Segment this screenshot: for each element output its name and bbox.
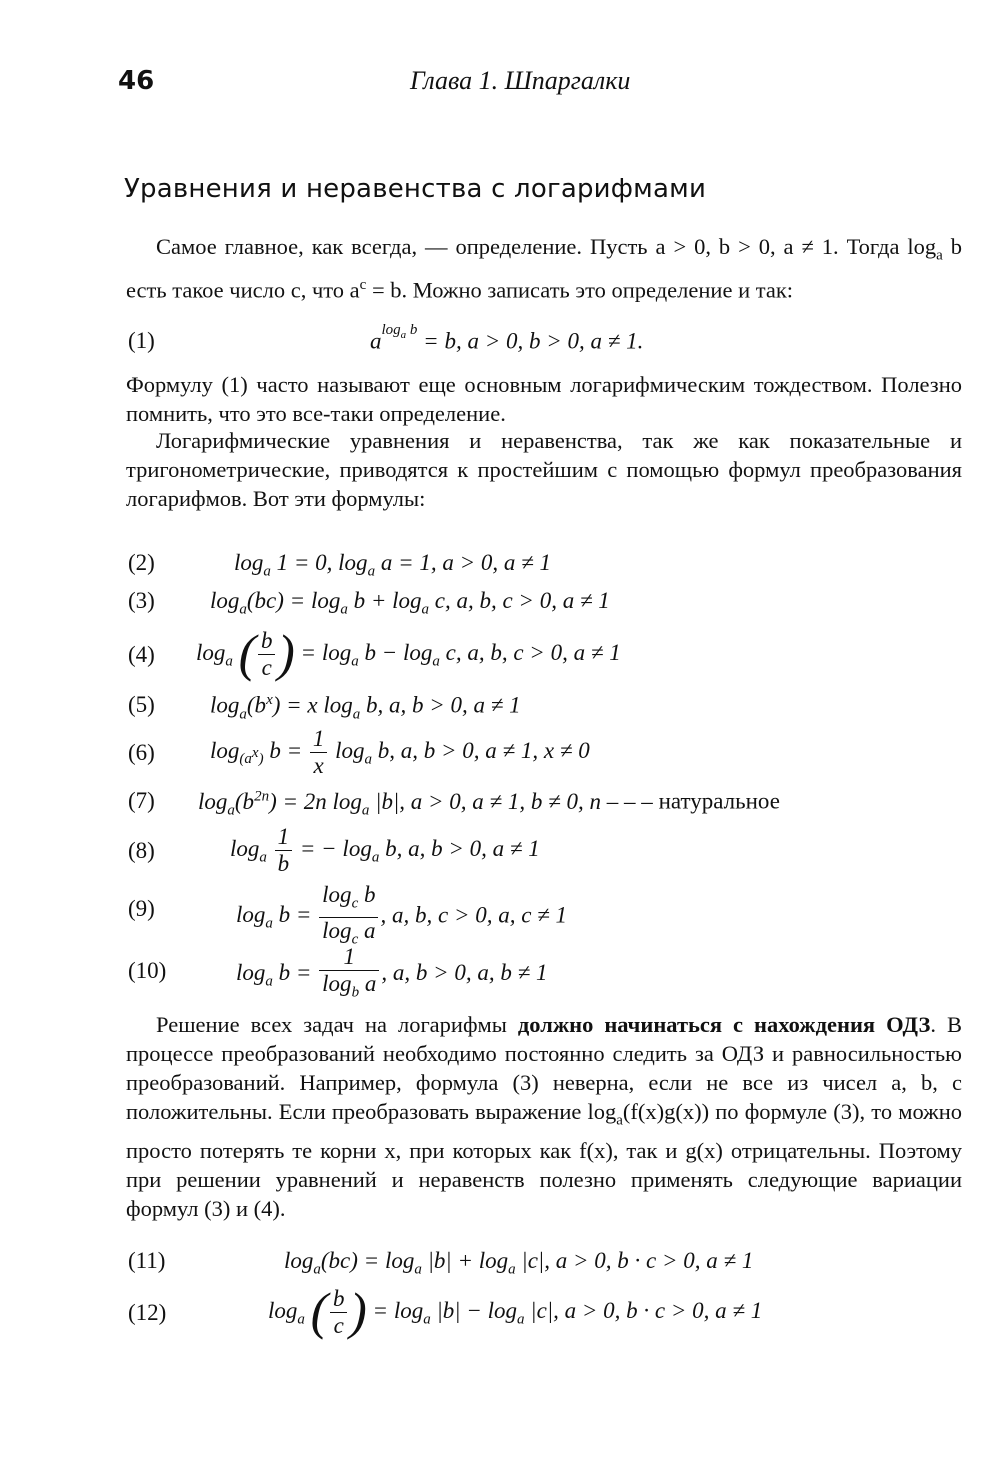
equation-6	[0, 726, 1000, 782]
equation-number: (8)	[128, 838, 155, 863]
fraction	[310, 726, 328, 779]
eq-part: b	[406, 322, 418, 338]
fraction	[330, 1286, 348, 1339]
eq-part: a	[370, 328, 382, 354]
fraction	[319, 944, 379, 1006]
equation-number: (1)	[128, 328, 155, 353]
eq-part: $\log_a(b^{2n}) = 2n$ $\log_a |b|$, a > 0, a ≠ 1, b ≠ 0, n – – –	[198, 788, 659, 819]
eq-sup	[381, 322, 418, 341]
equation-8	[0, 824, 1000, 880]
equation-4	[0, 625, 1000, 684]
para-sub: a	[936, 247, 943, 264]
equation-10	[0, 944, 1000, 1000]
equation-body	[268, 1283, 763, 1341]
paren-right: )	[349, 1283, 367, 1341]
equation-body: $\log_a(bc) = \log_a b + \log_a c$, a, b, c > 0, a ≠ 1	[210, 588, 610, 618]
eq-word: натуральное	[658, 788, 780, 814]
equation-body	[370, 322, 644, 355]
equation-number: (9)	[128, 896, 155, 921]
para-text: . В процессе преобразований необходимо постоянно следить за ОДЗ и равносильностью преобразований. Например, формула (3) неверна, если не все из чисел a, b, c положительны. Если преобразовать выражение log	[126, 1012, 962, 1124]
eq-part: , a, b, c > 0, a, c ≠ 1	[380, 902, 568, 928]
eq-plain-1	[0, 1400, 1, 1401]
equation-number: (10)	[128, 958, 167, 983]
para-text: b есть такое число c, что a	[126, 234, 963, 302]
denominator: c	[333, 1313, 344, 1338]
eq-part: , a, b > 0, a, b ≠ 1	[381, 960, 548, 986]
denominator: c	[261, 655, 272, 680]
equation-2	[0, 542, 1000, 582]
equation-body: $\log_a(b^x) = x$ $\log_a b$, a, b > 0, a ≠ 1	[210, 692, 521, 723]
eq-part: $\log_a b$, a, b > 0, a ≠ 1, x ≠ 0	[329, 737, 590, 768]
eq-part: $\log_{(a^x)} b$ =	[210, 737, 308, 768]
paragraph-odz	[126, 1010, 962, 1223]
eq-part: = $\log_a b - \log_a c$, a, b, c > 0, a ≠ 1	[294, 639, 621, 670]
equation-body	[198, 788, 780, 819]
equation-body	[196, 625, 621, 683]
denominator: x	[313, 753, 324, 778]
numerator: 1	[275, 824, 293, 851]
fraction	[275, 824, 293, 877]
eq-part: $\log_a b$ =	[236, 960, 318, 990]
numerator: b	[258, 628, 276, 655]
equation-5	[0, 684, 1000, 724]
equation-12	[0, 1283, 1000, 1342]
equation-body	[230, 824, 540, 877]
equation-number: (12)	[128, 1300, 167, 1325]
equation-body: $\log_a(bc) = \log_a |b| + \log_a |c|$, a > 0, b · c > 0, a ≠ 1	[284, 1248, 754, 1278]
section-title: Уравнения и неравенства с логарифмами	[124, 174, 707, 204]
numerator: 1	[319, 944, 379, 971]
running-head: Глава 1. Шпаргалки	[410, 66, 631, 95]
equation-number: (5)	[128, 692, 155, 717]
equation-number: (2)	[128, 550, 155, 575]
para-text: Логарифмические уравнения и неравенства, так же как показательные и тригонометрические, приводятся к простейшим с помощью формул преобразования логарифмов. Вот эти формулы:	[126, 428, 962, 511]
equation-body	[236, 944, 547, 1006]
eq-part: = $\log_a |b| - \log_a |c|$, a > 0, b · c > 0, a ≠ 1	[366, 1297, 763, 1328]
page-number: 46	[118, 66, 155, 96]
paragraph-formulas-intro	[126, 426, 962, 513]
equation-body: $\log_a 1 = 0$, $\log_a a = 1$, a > 0, a ≠ 1	[234, 550, 551, 580]
eq-part: log	[381, 322, 401, 338]
fraction	[258, 628, 276, 681]
equation-7	[0, 780, 1000, 820]
eq-sub: a	[225, 653, 233, 670]
equation-11	[0, 1240, 1000, 1280]
denominator: $\log_b a$	[322, 971, 377, 1001]
denominator: b	[277, 851, 290, 876]
paren-right: )	[277, 625, 295, 683]
para-text: (f(x)g(x)) по формуле (3), то можно просто потерять те корни x, при которых как f(x), так и g(x) отрицательны. Поэтому при решении уравнений и неравенств полезно применять следующие вариации формул (3) и (4).	[126, 1099, 962, 1221]
equation-1	[0, 320, 1000, 360]
para-text: = b. Можно записать это определение и так:	[366, 277, 794, 302]
numerator: 1	[310, 726, 328, 753]
eq-part: log	[268, 1297, 298, 1323]
eq-part: log	[196, 639, 226, 665]
equation-3	[0, 580, 1000, 620]
para-sup: c	[359, 276, 367, 293]
equation-9	[0, 882, 1000, 948]
equation-number: (7)	[128, 788, 155, 813]
eq-part: = b, a > 0, b > 0, a ≠ 1.	[417, 328, 644, 354]
para-bold: должно начинаться с нахождения ОДЗ	[517, 1012, 931, 1037]
eq-sub: a	[400, 329, 407, 341]
eq-part: $\log_a$	[230, 835, 267, 866]
paragraph-definition	[126, 232, 962, 304]
equation-body	[210, 726, 590, 779]
paragraph-identity: Формулу (1) часто называют еще основным логарифмическим тождеством. Полезно помнить, что это все-таки определение.	[126, 372, 962, 426]
para-text: Тогда log	[846, 234, 937, 259]
equation-body	[236, 882, 567, 952]
numerator: b	[330, 1286, 348, 1313]
equation-number: (11)	[128, 1248, 166, 1273]
paren-left: (	[238, 625, 256, 683]
equation-number: (6)	[128, 740, 155, 765]
para-sub: a	[616, 1112, 623, 1129]
fraction	[319, 882, 378, 952]
eq-part: $\log_a b$ =	[236, 902, 318, 932]
denominator: $\log_c a$	[322, 917, 376, 948]
eq-part: = − $\log_a b$, a, b > 0, a ≠ 1	[294, 835, 540, 866]
paren-left: (	[310, 1283, 328, 1341]
para-text: Решение всех задач на логарифмы	[156, 1012, 518, 1037]
equation-number: (4)	[128, 642, 155, 667]
para-text: Самое главное, как всегда, — определение. Пусть a > 0, b > 0, a ≠ 1.	[156, 234, 839, 259]
numerator: $\log_c b$	[319, 882, 378, 918]
equation-number: (3)	[128, 588, 155, 613]
eq-sub: a	[297, 1311, 305, 1328]
